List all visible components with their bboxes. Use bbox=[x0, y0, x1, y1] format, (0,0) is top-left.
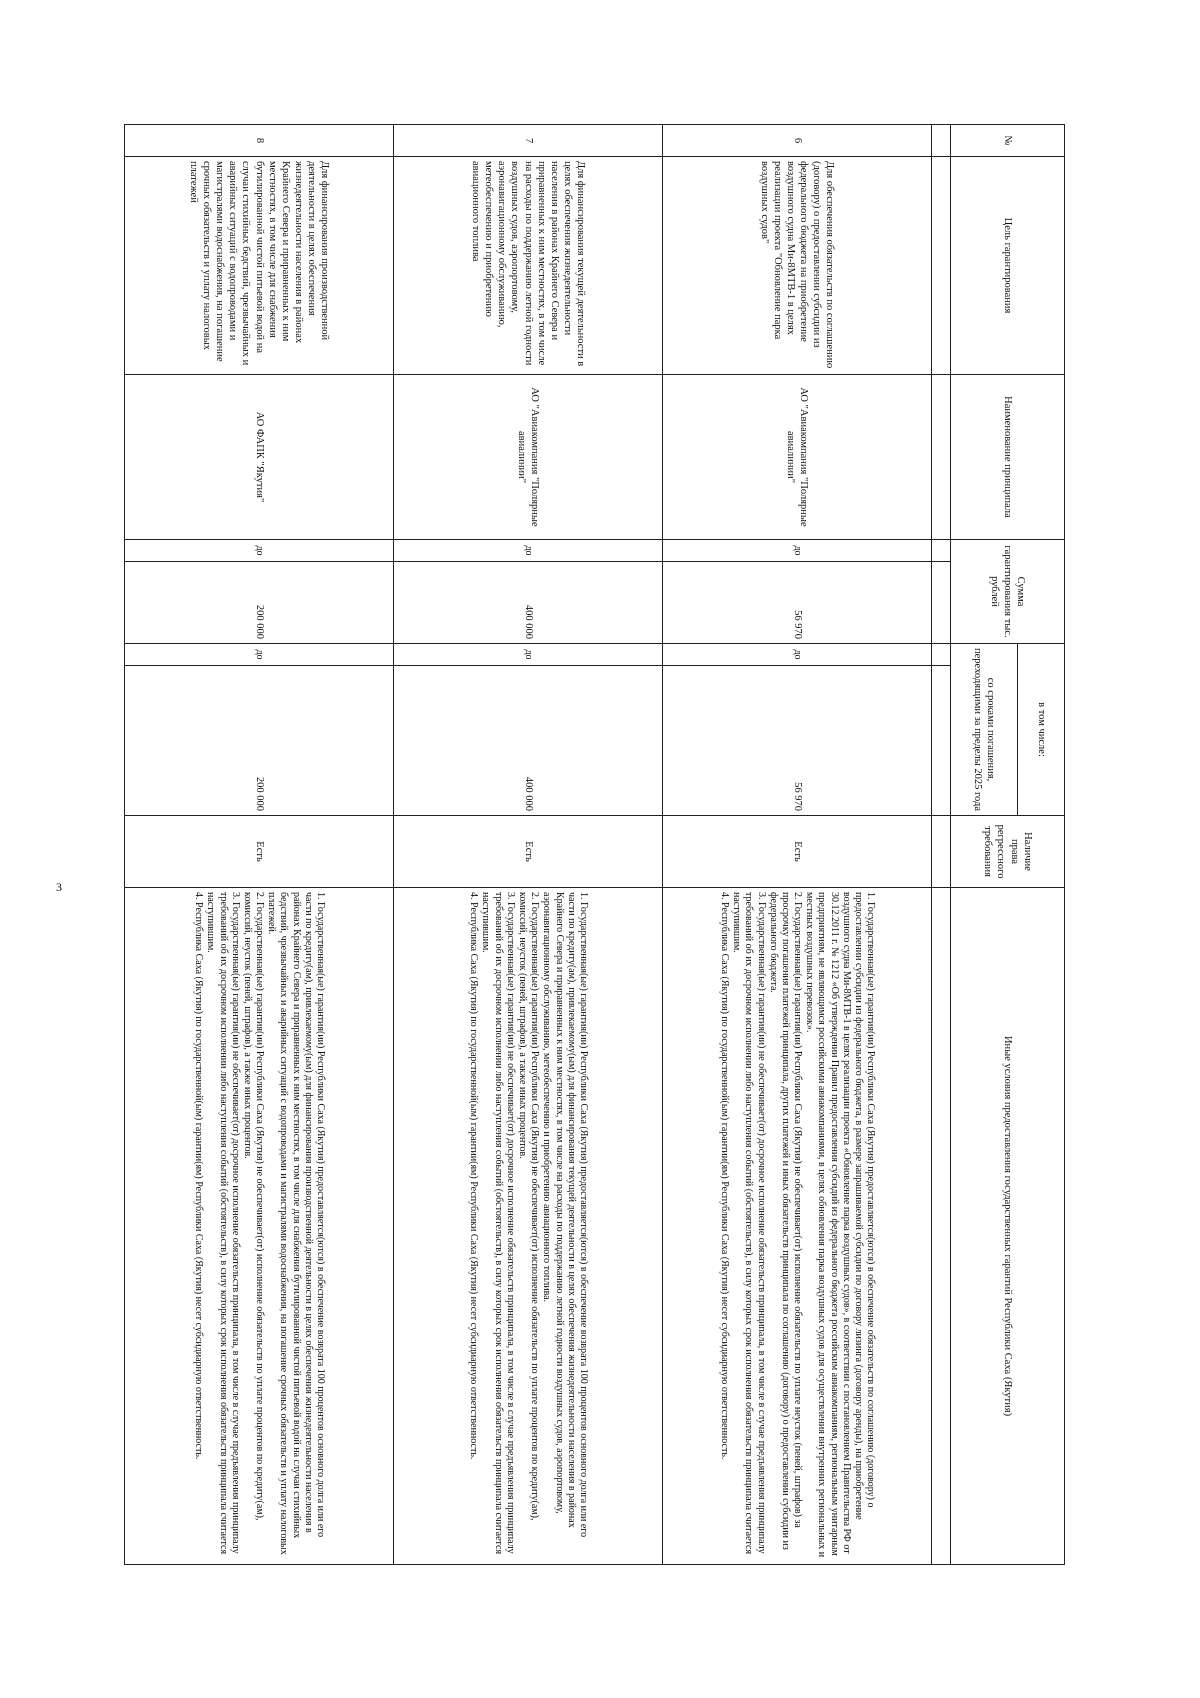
term-item: 4. Республика Саха (Якутия) по государственной(ым) гарантии(ям) Республики Саха (Якутия) несет субсидиарную ответственность. bbox=[718, 892, 730, 1460]
term-item: 1. Государственная(ые) гарантия(ии) Республики Саха (Якутия) предоставляется(ются) в обеспечение обязательств по соглашению (договору) о предоставлении субсидии из федерального бюджета, в размере запрашиваемой субсидии по договору лизинга (договору аренды), на приобретение воздушного судна Ми-8МТВ-1 в целях реализации проекта «Обновление парка воздушных судов», в соответствии с постановлением Правительства РФ от 30.12.2011 г. № 1212 «Об утверждении Правил предоставления субсидий из федерального бюджета российским авиакомпаниям, региональным унитарным предприятиям, не являющимся российскими авиакомпаниями, в целях обновления парка воздушных судов для осуществления внутренних региональных и местных воздушных перевозок». bbox=[804, 892, 877, 1558]
table-row bbox=[125, 125, 394, 1565]
row-including-prefix: до bbox=[125, 644, 394, 666]
term-item: 3. Государственная(ые) гарантия(ии) не обеспечивает(от) досрочное исполнение обязательств принципала, в том числе в случае предъявления принципалу требований об их досрочном исполнении либо наступления событий (обстоятельств), в силу которых срок исполнения обязательств принципала считается наступившим. bbox=[205, 892, 241, 1555]
term-item: 4. Республика Саха (Якутия) по государственной(ым) гарантии(ям) Республики Саха (Якутия) несет субсидиарную ответственность. bbox=[193, 892, 205, 1460]
row-including: 200 000 bbox=[125, 666, 394, 816]
page-number: 3 bbox=[56, 880, 62, 894]
row-sum: 56 970 bbox=[663, 562, 932, 644]
row-including: 56 970 bbox=[663, 666, 932, 816]
row-sum-prefix: до bbox=[125, 540, 394, 562]
row-regress: Есть bbox=[125, 816, 394, 888]
row-terms bbox=[663, 888, 932, 1565]
row-including-prefix: до bbox=[394, 644, 663, 666]
term-item: 2. Государственная(ые) гарантия(ии) Республики Саха (Якутия) не обеспечивает(от) исполнение обязательств по уплате процентов по кредиту(ам), комиссий, неусток (пеней, штрафов), а также иных процентов. bbox=[517, 892, 541, 1521]
term-item: 1. Государственная(ые) гарантия(ии) Республики Саха (Якутия) предоставляется(ются) в обеспечение возврата 100 процентов основного долга или его части по кредиту(ам), привлекаемому(ым) для финансирования производственной деятельности в целях обеспечения жизнедеятельности населения в районах Крайнего Севера и приравненных к ним местностях, в том числе для снабжения бутилированной чистой питьевой водой на случаи стихийных бедствий, чрезвычайных и аварийных ситуаций с водопроводами и магистралями водоснабжения, на погашение срочных обязательств и уплату налоговых платежей. bbox=[266, 892, 327, 1555]
row-principal: АО "Авиакомпания "Полярные авиалинии" bbox=[663, 375, 932, 540]
row-sum: 400 000 bbox=[394, 562, 663, 644]
row-num: 8 bbox=[125, 125, 394, 157]
row-terms bbox=[394, 888, 663, 1565]
row-sum-prefix: до bbox=[394, 540, 663, 562]
row-num: 6 bbox=[663, 125, 932, 157]
header-regress: Наличие права регрессного требования bbox=[951, 816, 1065, 888]
term-item: 1. Государственная(ые) гарантия(ии) Республики Саха (Якутия) предоставляется(ются) в обеспечение возврата 100 процентов основного долга или его части по кредиту(ам), привлекаемому(ым) для финансирования текущей деятельности в целях обеспечения жизнедеятельности населения в районах Крайнего Севера и приравненных к ним местностях, в том числе на расходы по поддержанию летной годности воздушных судов, аэропортовому, аэронавигационному обслуживанию, метеобеспечению и приобретению авиационного топлива. bbox=[541, 892, 589, 1538]
row-goal: Для финансирования текущей деятельности в целях обеспечения жизнедеятельности населения в районах Крайнего Севера и приравненных к ним местностях, в том числе на расходы по поддержанию летной годности воздушных судов, аэропортовому, аэронавигационному обслуживанию, метеобеспечению и приобретению авиационного топлива bbox=[394, 157, 663, 375]
term-item: 2. Государственная(ые) гарантия(ии) Республики Саха (Якутия) не обеспечивает(от) исполнение обязательств по уплате процентов по кредиту(ам), комиссий, неусток (пеней, штрафов), а также иных процентов. bbox=[241, 892, 266, 1521]
row-sum: 200 000 bbox=[125, 562, 394, 644]
term-item: 2. Государственная(ые) гарантия(ии) Республики Саха (Якутия) не обеспечивает(от) исполнение обязательств по уплате неусток (пеней, штрафов) за просрочку погашения платежей принципала, других платежей и иных обязательств принципала по соглашению (договору) о предоставлении субсидии из федерального бюджета. bbox=[767, 892, 804, 1550]
header-sum: Сумма гарантирования тыс. рублей bbox=[951, 540, 1065, 644]
row-principal: АО ФАПК "Якутия" bbox=[125, 375, 394, 540]
row-regress: Есть bbox=[663, 816, 932, 888]
row-num: 7 bbox=[394, 125, 663, 157]
row-sum-prefix: до bbox=[663, 540, 932, 562]
row-terms bbox=[125, 888, 394, 1565]
table-row bbox=[394, 125, 663, 1565]
table-row bbox=[663, 125, 932, 1565]
guarantees-table bbox=[124, 124, 1065, 1565]
header-including-sub: со сроками погашения, переходящими за пределы 2025 года bbox=[951, 644, 1018, 816]
row-goal: Для обеспечения обязательств по соглашению (договору) о предоставлении субсидии из федерального бюджета на приобретение воздушного судна Ми-8МТВ-1 в целях реализации проекта "Обновление парка воздушных судов" bbox=[663, 157, 932, 375]
header-num: № bbox=[951, 125, 1065, 157]
header-goal: Цель гарантирования bbox=[951, 157, 1065, 375]
header-including: в том числе: bbox=[1018, 644, 1065, 816]
header-principal: Наименование принципала bbox=[951, 375, 1065, 540]
row-goal: Для финансирования производственной деятельности в целях обеспечения жизнедеятельности населения в районах Крайнего Севера и приравненных к ним местностях, в том числе для снабжения бутилированной чистой питьевой водой на случаи стихийных бедствий, чрезвычайных и аварийных ситуаций с водопроводами и магистралями водоснабжения, на погашение срочных обязательств и уплату налоговых платежей bbox=[125, 157, 394, 375]
term-item: 3. Государственная(ые) гарантия(ии) не обеспечивает(от) досрочное исполнение обязательств принципала, в том числе в случае предъявления принципалу требований об их досрочном исполнении либо наступления событий (обстоятельств), в силу которых срок исполнения обязательств принципала считается наступившим. bbox=[480, 892, 516, 1555]
row-principal: АО "Авиакомпания "Полярные авиалинии" bbox=[394, 375, 663, 540]
row-including-prefix: до bbox=[663, 644, 932, 666]
row-including: 400 000 bbox=[394, 666, 663, 816]
term-item: 4. Республика Саха (Якутия) по государственной(ым) гарантии(ям) Республики Саха (Якутия) несет субсидиарную ответственность. bbox=[468, 892, 480, 1460]
term-item: 3. Государственная(ые) гарантия(ии) не обеспечивает(от) досрочное исполнение обязательств принципала, в том числе в случае предъявления принципалу требований об их досрочном исполнении либо наступления событий (обстоятельств), в силу которых срок исполнения обязательств принципала считается наступившим. bbox=[731, 892, 767, 1555]
row-regress: Есть bbox=[394, 816, 663, 888]
rotated-table-container bbox=[125, 124, 1065, 1564]
header-terms: Иные условия предоставления государственных гарантий Республики Саха (Якутия) bbox=[951, 888, 1065, 1565]
